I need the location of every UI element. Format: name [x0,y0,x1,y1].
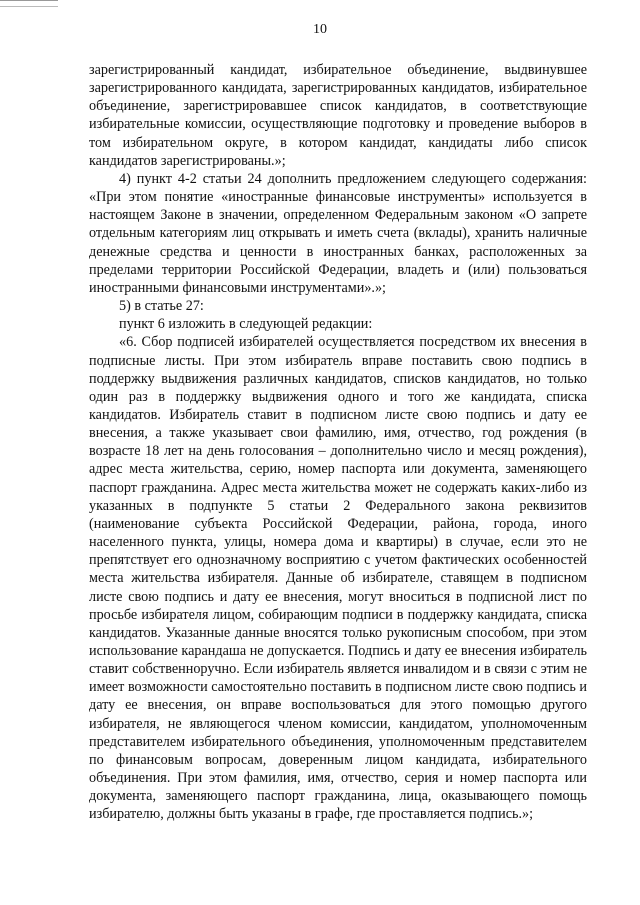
scan-corner-mark [0,0,58,7]
paragraph-item-5: 5) в статье 27: [119,298,204,315]
paragraph-item-4: 4) пункт 4-2 статьи 24 дополнить предложением следующего содержания: «При этом понятие «иностранные финансовые инструменты» используется в настоящем Законе в значении, определенном Федеральным законом «О запрете отдельным категориям лиц открывать и иметь счета (вклады), хранить наличные денежные средства и ценности в иностранных банках, расположенных за пределами территории Российской Федерации, владеть и (или) пользоваться иностранными финансовыми инструментами».»; [89,170,587,296]
document-body [89,61,587,824]
paragraph-continuation: зарегистрированный кандидат, избирательное объединение, выдвинувшее зарегистрированного кандидата, зарегистрированных кандидатов, избирательное объединение, зарегистрировавшее список кандидатов, в соответствующие избирательные комиссии, осуществляющие подготовку и проведение выборов в том избирательном округе, в котором кандидат, кандидаты либо список кандидатов зарегистрированы.»; [89,62,587,169]
paragraph-point-6-text: «6. Сбор подписей избирателей осуществляется посредством их внесения в подписные листы. При этом избиратель вправе поставить свою подпись в поддержку выдвижения различных кандидатов, списков кандидатов, но только один раз в поддержку выдвижения одного и того же кандидата, списка кандидатов. Избиратель ставит в подписном листе свою подпись и дату ее внесения, а также указывает свои фамилию, имя, отчество, год рождения (в возрасте 18 лет на день голосования – дополнительно число и месяц рождения), адрес места жительства, серию, номер паспорта или документа, заменяющего паспорт гражданина. Адрес места жительства может не содержать каких-либо из указанных в подпункте 5 статьи 2 Федерального закона реквизитов (наименование субъекта Российской Федерации, района, города, иного населенного пункта, улицы, номера дома и квартиры) в случае, если это не препятствует его однозначному восприятию с учетом фактических особенностей места жительства избирателя. Данные об избирателе, ставящем в подписном листе свою подпись и дату ее внесения, могут вноситься в подписной лист по просьбе избирателя лицом, собирающим подписи в поддержку кандидата, списка кандидатов. Указанные данные вносятся только рукописным способом, при этом использование карандаша не допускается. Подпись и дату ее внесения избиратель ставит собственноручно. Если избиратель является инвалидом и в связи с этим не имеет возможности самостоятельно поставить в подписном листе свою подпись и дату ее внесения, он вправе воспользоваться для этого помощью другого избирателя, не являющегося членом комиссии, кандидатом, уполномоченным представителем избирательного объединения, уполномоченным представителем по финансовым вопросам, доверенным лицом кандидата, избирательного объединения. При этом фамилия, имя, отчество, серия и номер паспорта или документа, заменяющего паспорт гражданина, лица, оказывающего помощь избирателю, должны быть указаны в графе, где проставляется подпись.»; [89,334,587,823]
paragraph-point-6-intro: пункт 6 изложить в следующей редакции: [119,316,373,333]
page-number: 10 [313,22,327,37]
